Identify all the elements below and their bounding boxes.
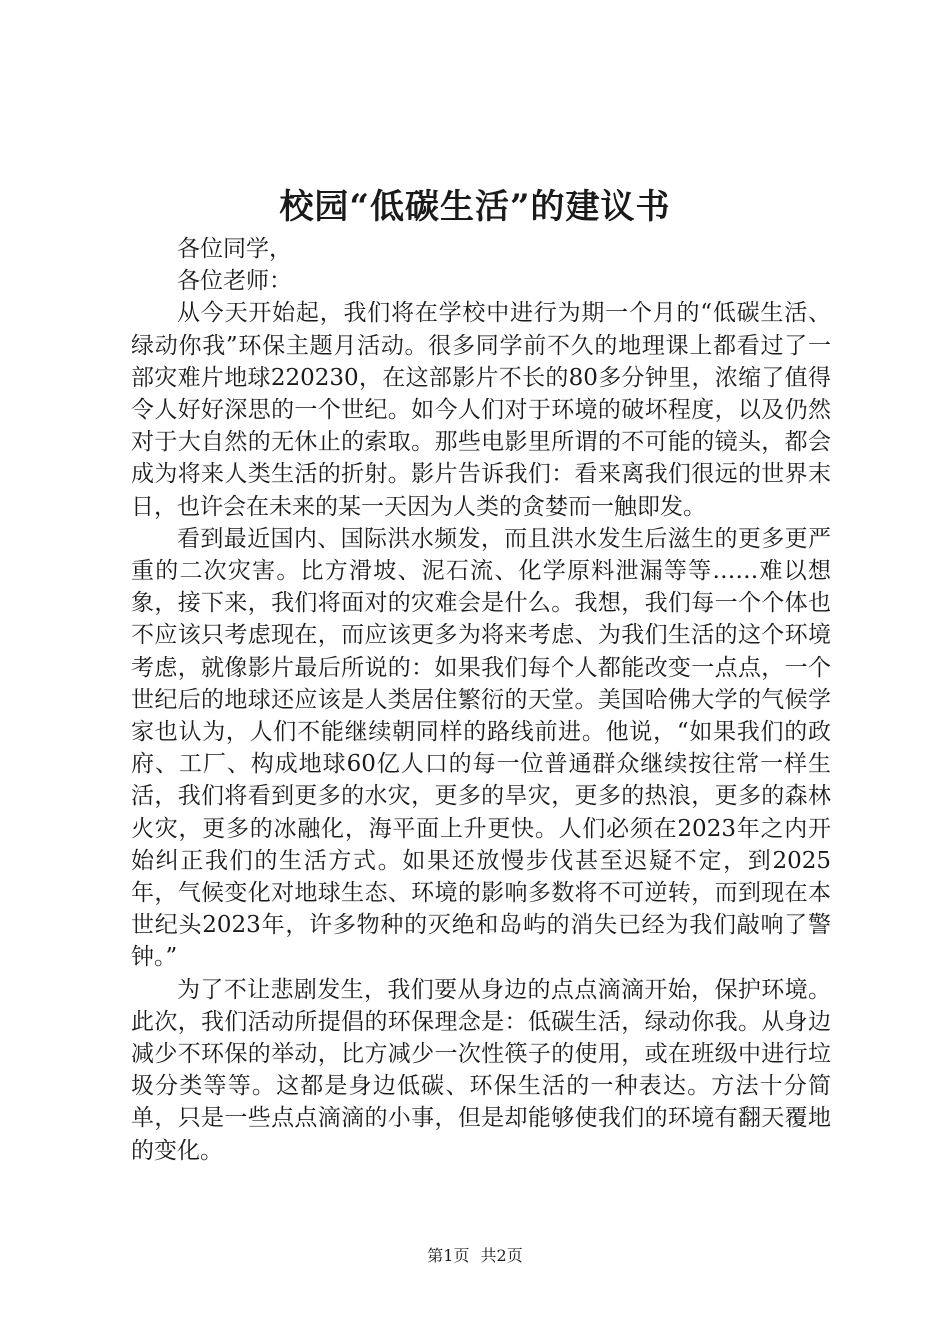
document-title: 校园“低碳生活”的建议书 bbox=[279, 187, 671, 227]
page-footer: 第1页 共2页 bbox=[427, 1246, 523, 1265]
salutation-teachers: 各位老师： bbox=[177, 268, 292, 295]
paragraph-2: 看到最近国内、国际洪水频发，而且洪水发生后滋生的更多更严重的二次灾害。比方滑坡、泥石流、化学原料泄漏等等……难以想象，接下来，我们将面对的灾难会是什么。我想，我们每一个个体也不应该只考虑现在，而应该更多为将来考虑、为我们生活的这个环境考虑，就像影片最后所说的：如果我们每个人都能改变一点点，一个世纪后的地球还应该是人类居住繁衍的天堂。美国哈佛大学的气候学家也认为，人们不能继续朝同样的路线前进。他说，“如果我们的政府、工厂、构成地球60亿人口的每一位普通群众继续按往常一样生活，我们将看到更多的水灾，更多的旱灾，更多的热浪，更多的森林火灾，更多的冰融化，海平面上升更快。人们必须在2023年之内开始纠正我们的生活方式。如果还放慢步伐甚至迟疑不定，到2025年，气候变化对地球生态、环境的影响多数将不可逆转，而到现在本世纪头2023年，许多物种的灭绝和岛屿的消失已经为我们敲响了警钟。” bbox=[131, 525, 831, 971]
paragraph-1: 从今天开始起，我们将在学校中进行为期一个月的“低碳生活、绿动你我”环保主题月活动。很多同学前不久的地理课上都看过了一部灾难片地球220230，在这部影片不长的80多分钟里，浓缩了值得令人好好深思的一个世纪。如今人们对于环境的破坏程度，以及仍然对于大自然的无休止的索取。那些电影里所谓的不可能的镜头，都会成为将来人类生活的折射。影片告诉我们：看来离我们很远的世界末日，也许会在未来的某一天因为人类的贪婪而一触即发。 bbox=[131, 300, 831, 520]
paragraph-3: 为了不让悲剧发生，我们要从身边的点点滴滴开始，保护环境。此次，我们活动所提倡的环保理念是：低碳生活，绿动你我。从身边减少不环保的举动，比方减少一次性筷子的使用，或在班级中进行垃圾分类等等。这都是身边低碳、环保生活的一种表达。方法十分简单，只是一些点点滴滴的小事，但是却能够使我们的环境有翻天覆地的变化。 bbox=[131, 976, 831, 1164]
document-body bbox=[131, 233, 831, 1167]
salutation-students: 各位同学， bbox=[177, 236, 292, 262]
